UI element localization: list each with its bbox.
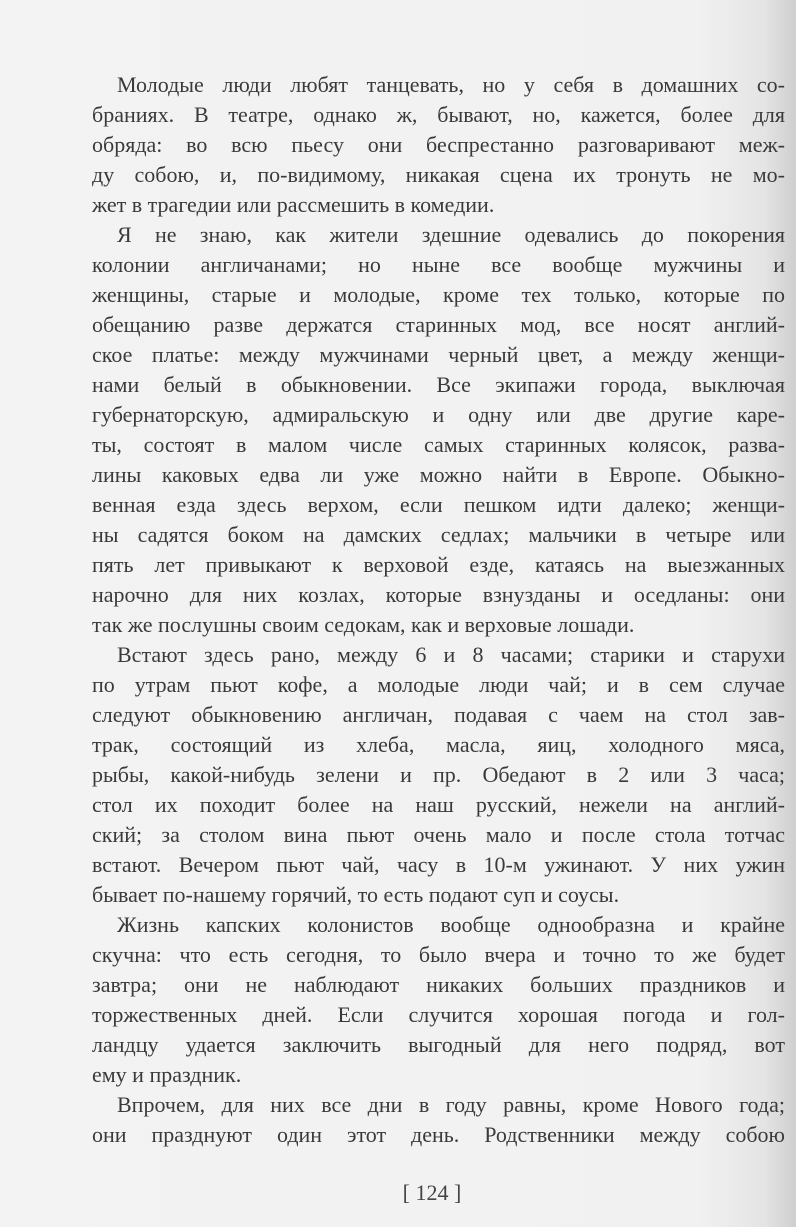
text-line: лины каковых едва ли уже можно найти в Европе. Обыкно-: [92, 462, 785, 487]
text-line: обряда: во всю пьесу они беспрестанно разговаривают меж-: [92, 132, 785, 157]
text-line: ландцу удается заключить выгодный для него подряд, вот: [92, 1032, 785, 1057]
text-line: Жизнь капских колонистов вообще однообразна и крайне: [117, 912, 785, 937]
text-line: женщины, старые и молодые, кроме тех только, которые по: [92, 282, 785, 307]
text-line: стол их походит более на наш русский, нежели на англий-: [92, 792, 785, 817]
text-line: скучна: что есть сегодня, то было вчера и точно то же будет: [92, 942, 785, 967]
text-line: венная езда здесь верхом, если пешком идти далеко; женщи-: [92, 492, 785, 517]
text-line: Молодые люди любят танцевать, но у себя в домашних со-: [117, 72, 785, 97]
text-line: нарочно для них козлах, которые взнузданы и оседланы: они: [92, 582, 785, 607]
text-line: они празднуют один этот день. Родственники между собою: [92, 1122, 785, 1147]
paragraph: [92, 70, 785, 220]
text-line: следуют обыкновению англичан, подавая с чаем на стол зав-: [92, 702, 785, 727]
text-line: рыбы, какой-нибудь зелени и пр. Обедают в 2 или 3 часа;: [92, 762, 785, 787]
paragraph: [92, 640, 785, 910]
paragraph: [92, 910, 785, 1090]
text-line: ду собою, и, по-видимому, никакая сцена их тронуть не мо-: [92, 162, 785, 187]
text-line: завтра; они не наблюдают никаких больших праздников и: [92, 972, 785, 997]
text-line: так же послушны своим седокам, как и верховые лошади.: [92, 612, 635, 637]
text-line: колонии англичанами; но ныне все вообще мужчины и: [92, 252, 785, 277]
text-line: встают. Вечером пьют чай, часу в 10-м ужинают. У них ужин: [92, 852, 785, 877]
paragraph: [92, 1090, 785, 1150]
page-number: [ 124 ]: [402, 1180, 462, 1205]
text-line: Встают здесь рано, между 6 и 8 часами; старики и старухи: [117, 642, 785, 667]
text-line: ский; за столом вина пьют очень мало и после стола тотчас: [92, 822, 785, 847]
text-line: ское платье: между мужчинами черный цвет, а между женщи-: [92, 342, 785, 367]
text-line: ему и праздник.: [92, 1062, 242, 1087]
text-line: обещанию разве держатся старинных мод, все носят англий-: [92, 312, 785, 337]
text-line: трак, состоящий из хлеба, масла, яиц, холодного мяса,: [92, 732, 785, 757]
text-line: ны садятся боком на дамских седлах; мальчики в четыре или: [92, 522, 785, 547]
text-line: ты, состоят в малом числе самых старинных колясок, разва-: [92, 432, 785, 457]
text-line: браниях. В театре, однако ж, бывают, но, кажется, более для: [92, 102, 785, 127]
text-line: губернаторскую, адмиральскую и одну или две другие каре-: [92, 402, 785, 427]
text-line: жет в трагедии или рассмешить в комедии.: [92, 192, 495, 217]
text-line: нами белый в обыкновении. Все экипажи города, выключая: [92, 372, 785, 397]
text-line: торжественных дней. Если случится хорошая погода и гол-: [92, 1002, 785, 1027]
text-line: по утрам пьют кофе, а молодые люди чай; и в сем случае: [92, 672, 785, 697]
text-line: Впрочем, для них все дни в году равны, кроме Нового года;: [117, 1092, 785, 1117]
text-line: Я не знаю, как жители здешние одевались до покорения: [117, 222, 785, 247]
text-line: пять лет привыкают к верховой езде, катаясь на выезжанных: [92, 552, 785, 577]
text-line: бывает по-нашему горячий, то есть подают суп и соусы.: [92, 882, 620, 907]
body-text: [92, 70, 785, 1150]
paragraph: [92, 220, 785, 640]
